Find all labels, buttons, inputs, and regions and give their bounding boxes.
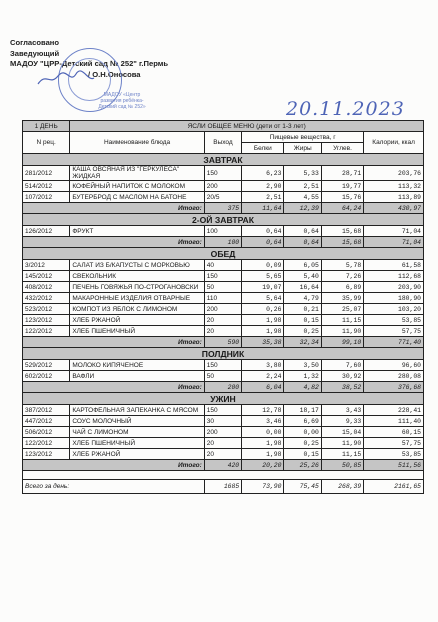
total-fat: 12,39 <box>284 203 321 214</box>
total-protein: 35,38 <box>242 337 284 348</box>
protein-value: 0,26 <box>242 304 284 315</box>
menu-row <box>23 326 424 337</box>
protein-value: 1,98 <box>242 449 284 460</box>
dish-yield: 150 <box>204 271 241 282</box>
calories-value: 203,76 <box>364 166 424 181</box>
menu-row <box>23 304 424 315</box>
approval-line-4: / О.Н.Оносова <box>88 69 141 79</box>
total-protein: 20,20 <box>242 460 284 471</box>
protein-value: 5,64 <box>242 293 284 304</box>
recipe-number: 387/2012 <box>23 405 70 416</box>
calories-value: 280,08 <box>364 371 424 382</box>
carbs-value: 11,90 <box>321 326 363 337</box>
total-yield: 590 <box>204 337 241 348</box>
col-nutrients: Пищевые вещества, г <box>242 132 364 143</box>
protein-value: 0,64 <box>242 226 284 237</box>
dish-name: МОЛОКО КИПЯЧЕНОЕ <box>70 360 204 371</box>
carbs-value: 19,77 <box>321 181 363 192</box>
spacer-row <box>23 471 424 480</box>
dish-name: МАКАРОННЫЕ ИЗДЕЛИЯ ОТВАРНЫЕ <box>70 293 204 304</box>
fat-value: 1,32 <box>284 371 321 382</box>
header-row-1 <box>23 121 424 132</box>
total-fat: 25,26 <box>284 460 321 471</box>
protein-value: 0,09 <box>242 260 284 271</box>
total-protein: 6,04 <box>242 382 284 393</box>
dish-yield: 20 <box>204 326 241 337</box>
carbs-value: 35,99 <box>321 293 363 304</box>
fat-value: 0,25 <box>284 326 321 337</box>
col-dish: Наименование блюда <box>70 132 204 154</box>
total-label: Итого: <box>23 337 205 348</box>
section-header <box>23 214 424 226</box>
carbs-value: 11,15 <box>321 315 363 326</box>
fat-value: 6,69 <box>284 416 321 427</box>
protein-value: 1,98 <box>242 315 284 326</box>
protein-value: 0,00 <box>242 427 284 438</box>
menu-row <box>23 166 424 181</box>
total-protein: 11,64 <box>242 203 284 214</box>
calories-value: 96,60 <box>364 360 424 371</box>
grand-total-yield: 1685 <box>204 480 241 494</box>
menu-row <box>23 405 424 416</box>
recipe-number: 123/2012 <box>23 315 70 326</box>
dish-yield: 200 <box>204 427 241 438</box>
section-title: ОБЕД <box>23 248 424 260</box>
col-recipe: N рец. <box>23 132 70 154</box>
total-yield: 200 <box>204 382 241 393</box>
carbs-value: 30,92 <box>321 371 363 382</box>
carbs-value: 15,68 <box>321 226 363 237</box>
menu-row <box>23 371 424 382</box>
total-carbs: 15,68 <box>321 237 363 248</box>
grand-total-carbs: 268,39 <box>321 480 363 494</box>
dish-yield: 200 <box>204 304 241 315</box>
dish-name: СВЕКОЛЬНИК <box>70 271 204 282</box>
recipe-number: 432/2012 <box>23 293 70 304</box>
grand-total-label: Всего за день: <box>23 480 205 494</box>
section-title: УЖИН <box>23 393 424 405</box>
total-fat: 4,82 <box>284 382 321 393</box>
dish-yield: 20 <box>204 449 241 460</box>
dish-name: ФРУКТ <box>70 226 204 237</box>
col-carbs: Углев. <box>321 143 363 154</box>
section-total-row <box>23 237 424 248</box>
recipe-number: 126/2012 <box>23 226 70 237</box>
dish-yield: 100 <box>204 226 241 237</box>
signature <box>36 70 96 88</box>
recipe-number: 107/2012 <box>23 192 70 203</box>
spacer-cell <box>23 471 424 480</box>
calories-value: 180,90 <box>364 293 424 304</box>
handwritten-date: 20.11.2023 <box>286 98 405 120</box>
col-protein: Белки <box>242 143 284 154</box>
dish-name: ВАФЛИ <box>70 371 204 382</box>
carbs-value: 7,60 <box>321 360 363 371</box>
fat-value: 0,64 <box>284 226 321 237</box>
menu-row <box>23 416 424 427</box>
calories-value: 60,15 <box>364 427 424 438</box>
protein-value: 12,78 <box>242 405 284 416</box>
dish-yield: 20 <box>204 315 241 326</box>
recipe-number: 3/2012 <box>23 260 70 271</box>
fat-value: 4,79 <box>284 293 321 304</box>
carbs-value: 7,26 <box>321 271 363 282</box>
menu-row <box>23 226 424 237</box>
section-header <box>23 348 424 360</box>
carbs-value: 5,78 <box>321 260 363 271</box>
dish-name: КОФЕЙНЫЙ НАПИТОК С МОЛОКОМ <box>70 181 204 192</box>
protein-value: 5,65 <box>242 271 284 282</box>
total-protein: 0,64 <box>242 237 284 248</box>
dish-yield: 40 <box>204 260 241 271</box>
protein-value: 2,90 <box>242 181 284 192</box>
protein-value: 1,98 <box>242 438 284 449</box>
total-calories: 71,04 <box>364 237 424 248</box>
section-total-row <box>23 382 424 393</box>
approval-line-3: МАДОУ "ЦРР-Детский сад № 252" г.Пермь <box>10 59 169 68</box>
menu-row <box>23 282 424 293</box>
recipe-number: 145/2012 <box>23 271 70 282</box>
carbs-value: 11,90 <box>321 438 363 449</box>
menu-row <box>23 260 424 271</box>
protein-value: 2,24 <box>242 371 284 382</box>
calories-value: 57,75 <box>364 438 424 449</box>
dish-name: КАРТОФЕЛЬНАЯ ЗАПЕКАНКА С МЯСОМ <box>70 405 204 416</box>
menu-table <box>22 120 424 494</box>
fat-value: 3,50 <box>284 360 321 371</box>
dish-name: БУТЕРБРОД С МАСЛОМ НА БАТОНЕ <box>70 192 204 203</box>
col-yield: Выход <box>204 132 241 154</box>
seal-stamp-text: МАДОУ «Центр развития ребёнка-Детский сад № 252» <box>98 92 146 110</box>
protein-value: 2,51 <box>242 192 284 203</box>
dish-yield: 150 <box>204 405 241 416</box>
menu-row <box>23 315 424 326</box>
fat-value: 4,55 <box>284 192 321 203</box>
menu-row <box>23 427 424 438</box>
dish-name: ПЕЧЕНЬ ГОВЯЖЬЯ ПО-СТРОГАНОВСКИ <box>70 282 204 293</box>
recipe-number: 447/2012 <box>23 416 70 427</box>
dish-yield: 30 <box>204 416 241 427</box>
day-label: 1 ДЕНЬ <box>23 121 70 132</box>
dish-name: ХЛЕБ РЖАНОЙ <box>70 315 204 326</box>
calories-value: 111,40 <box>364 416 424 427</box>
section-title: 2-ОЙ ЗАВТРАК <box>23 214 424 226</box>
carbs-value: 28,71 <box>321 166 363 181</box>
carbs-value: 6,89 <box>321 282 363 293</box>
fat-value: 16,64 <box>284 282 321 293</box>
fat-value: 2,51 <box>284 181 321 192</box>
carbs-value: 9,33 <box>321 416 363 427</box>
calories-value: 57,75 <box>364 326 424 337</box>
recipe-number: 529/2012 <box>23 360 70 371</box>
dish-yield: 200 <box>204 181 241 192</box>
fat-value: 0,21 <box>284 304 321 315</box>
fat-value: 0,15 <box>284 315 321 326</box>
total-yield: 100 <box>204 237 241 248</box>
dish-yield: 150 <box>204 166 241 181</box>
carbs-value: 11,15 <box>321 449 363 460</box>
menu-row <box>23 438 424 449</box>
grand-total-protein: 73,90 <box>242 480 284 494</box>
total-label: Итого: <box>23 382 205 393</box>
total-calories: 376,68 <box>364 382 424 393</box>
dish-name: ЧАЙ С ЛИМОНОМ <box>70 427 204 438</box>
recipe-number: 281/2012 <box>23 166 70 181</box>
calories-value: 112,68 <box>364 271 424 282</box>
total-carbs: 99,10 <box>321 337 363 348</box>
calories-value: 103,20 <box>364 304 424 315</box>
calories-value: 228,41 <box>364 405 424 416</box>
dish-name: САЛАТ ИЗ Б/КАПУСТЫ С МОРКОВЬЮ <box>70 260 204 271</box>
section-header <box>23 154 424 166</box>
total-yield: 375 <box>204 203 241 214</box>
calories-value: 203,90 <box>364 282 424 293</box>
menu-row <box>23 181 424 192</box>
dish-yield: 50 <box>204 282 241 293</box>
total-label: Итого: <box>23 460 205 471</box>
protein-value: 19,07 <box>242 282 284 293</box>
section-total-row <box>23 203 424 214</box>
protein-value: 3,46 <box>242 416 284 427</box>
dish-name: СОУС МОЛОЧНЫЙ <box>70 416 204 427</box>
calories-value: 113,89 <box>364 192 424 203</box>
dish-name: КАША ОВСЯНАЯ ИЗ "ГЕРКУЛЕСА" ЖИДКАЯ <box>70 166 204 181</box>
total-carbs: 38,52 <box>321 382 363 393</box>
total-label: Итого: <box>23 237 205 248</box>
menu-row <box>23 293 424 304</box>
carbs-value: 15,04 <box>321 427 363 438</box>
recipe-number: 523/2012 <box>23 304 70 315</box>
menu-title: ЯСЛИ ОБЩЕЕ МЕНЮ (дети от 1-3 лет) <box>70 121 424 132</box>
menu-row <box>23 360 424 371</box>
total-yield: 420 <box>204 460 241 471</box>
fat-value: 5,40 <box>284 271 321 282</box>
section-header <box>23 248 424 260</box>
fat-value: 18,17 <box>284 405 321 416</box>
total-label: Итого: <box>23 203 205 214</box>
fat-value: 5,33 <box>284 166 321 181</box>
section-total-row <box>23 337 424 348</box>
dish-name: ХЛЕБ ПШЕНИЧНЫЙ <box>70 438 204 449</box>
fat-value: 0,15 <box>284 449 321 460</box>
dish-name: ХЛЕБ ПШЕНИЧНЫЙ <box>70 326 204 337</box>
grand-total-row <box>23 480 424 494</box>
protein-value: 1,98 <box>242 326 284 337</box>
calories-value: 113,32 <box>364 181 424 192</box>
calories-value: 53,85 <box>364 449 424 460</box>
carbs-value: 25,07 <box>321 304 363 315</box>
approval-line-2: Заведующий <box>10 48 60 58</box>
recipe-number: 122/2012 <box>23 438 70 449</box>
recipe-number: 122/2012 <box>23 326 70 337</box>
dish-yield: 20 <box>204 438 241 449</box>
col-fat: Жиры <box>284 143 321 154</box>
total-calories: 771,40 <box>364 337 424 348</box>
recipe-number: 602/2012 <box>23 371 70 382</box>
dish-name: КОМПОТ ИЗ ЯБЛОК С ЛИМОНОМ <box>70 304 204 315</box>
total-fat: 32,34 <box>284 337 321 348</box>
fat-value: 6,05 <box>284 260 321 271</box>
carbs-value: 3,43 <box>321 405 363 416</box>
protein-value: 6,23 <box>242 166 284 181</box>
total-calories: 430,97 <box>364 203 424 214</box>
menu-row <box>23 271 424 282</box>
dish-yield: 20/5 <box>204 192 241 203</box>
carbs-value: 15,76 <box>321 192 363 203</box>
grand-total-fat: 75,45 <box>284 480 321 494</box>
total-fat: 0,64 <box>284 237 321 248</box>
col-calories: Калории, ккал <box>364 132 424 154</box>
calories-value: 53,85 <box>364 315 424 326</box>
total-carbs: 64,24 <box>321 203 363 214</box>
dish-yield: 110 <box>204 293 241 304</box>
fat-value: 0,25 <box>284 438 321 449</box>
protein-value: 3,80 <box>242 360 284 371</box>
recipe-number: 506/2012 <box>23 427 70 438</box>
approval-line-1: Согласовано <box>10 38 60 47</box>
dish-yield: 150 <box>204 360 241 371</box>
recipe-number: 408/2012 <box>23 282 70 293</box>
recipe-number: 123/2012 <box>23 449 70 460</box>
section-header <box>23 393 424 405</box>
dish-yield: 50 <box>204 371 241 382</box>
section-title: ПОЛДНИК <box>23 348 424 360</box>
dish-name: ХЛЕБ РЖАНОЙ <box>70 449 204 460</box>
fat-value: 0,00 <box>284 427 321 438</box>
grand-total-calories: 2161,65 <box>364 480 424 494</box>
menu-row <box>23 192 424 203</box>
calories-value: 61,58 <box>364 260 424 271</box>
total-carbs: 50,85 <box>321 460 363 471</box>
menu-row <box>23 449 424 460</box>
recipe-number: 514/2012 <box>23 181 70 192</box>
header-row-2 <box>23 132 424 143</box>
total-calories: 511,56 <box>364 460 424 471</box>
section-title: ЗАВТРАК <box>23 154 424 166</box>
section-total-row <box>23 460 424 471</box>
calories-value: 71,04 <box>364 226 424 237</box>
